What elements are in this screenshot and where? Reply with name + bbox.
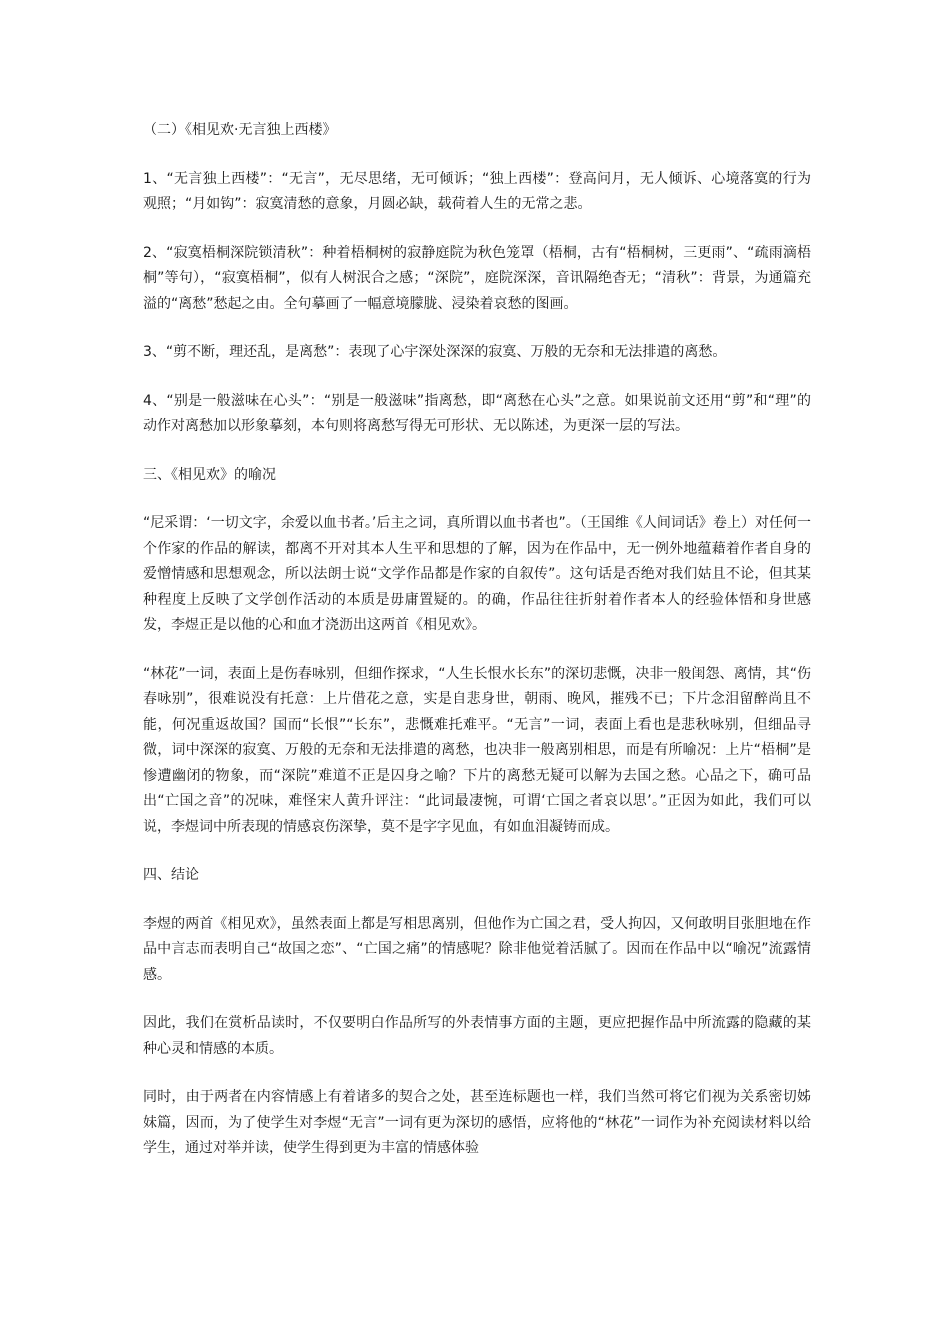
paragraph-point-2: 2、“寂寞梧桐深院锁清秋”：种着梧桐树的寂静庭院为秋色笼罩（梧桐，古有“梧桐树，三更雨”、“疏雨滴梧桐”等句），“寂寞梧桐”，似有人树泯合之感；“深院”，庭院深深，音讯隔绝杳无；“清秋”：背景，为通篇充溢的“离愁”愁起之由。全句摹画了一幅意境朦胧、浸染着哀愁的图画。 xyxy=(143,244,811,312)
section-heading-2: （二）《相见欢·无言独上西楼》 xyxy=(143,122,337,138)
section-heading-4: 四、结论 xyxy=(143,867,199,883)
paragraph-conclusion-2: 因此，我们在赏析品读时，不仅要明白作品所写的外表情事方面的主题，更应把握作品中所流露的隐藏的某种心灵和情感的本质。 xyxy=(143,1015,811,1057)
paragraph-nietzsche-quote: “尼采谓：‘一切文字，余爱以血书者。’后主之词，真所谓以血书者也”。（王国维《人间词话》卷上）对任何一个作家的作品的解读，都离不开对其本人生平和思想的了解，因为在作品中，无一例外地蕴藉着作者自身的爱憎情感和思想观念，所以法朗士说“文学作品都是作家的自叙传”。这句话是否绝对我们姑且不论，但其某种程度上反映了文学创作活动的本质是毋庸置疑的。的确，作品往往折射着作者本人的经验体悟和身世感发，李煜正是以他的心和血才浇沥出这两首《相见欢》。 xyxy=(143,515,811,633)
document-page xyxy=(143,118,811,1185)
section-heading-3: 三、《相见欢》的喻况 xyxy=(143,466,276,483)
paragraph-conclusion-3: 同时，由于两者在内容情感上有着诸多的契合之处，甚至连标题也一样，我们当然可将它们视为关系密切姊妹篇，因而，为了使学生对李煜“无言”一词有更为深切的感悟，应将他的“林花”一词作为补充阅读材料以给学生，通过对举并读，使学生得到更为丰富的情感体验 xyxy=(143,1089,811,1156)
paragraph-point-3: 3、“剪不断，理还乱，是离愁”：表现了心宇深处深深的寂寞、万般的无奈和无法排遣的离愁。 xyxy=(143,344,727,360)
paragraph-conclusion-1: 李煜的两首《相见欢》，虽然表面上都是写相思离别，但他作为亡国之君，受人拘囚，又何敢明目张胆地在作品中言志而表明自己“故国之恋”、“亡国之痛”的情感呢？除非他觉着活腻了。因而在作品中以“喻况”流露情感。 xyxy=(143,915,811,983)
paragraph-linhua-analysis: “林花”一词，表面上是伤春咏别，但细作探求，“人生长恨水长东”的深切悲慨，决非一般闺怨、离情，其“伤春咏别”，很难说没有托意：上片借花之意，实是自悲身世，朝雨、晚风，摧残不已；下片念泪留醉尚且不能，何况重返故国？国而“长恨”“长东”，悲慨难托难平。“无言”一词，表面上看也是悲秋咏别，但细品寻微，词中深深的寂寞、万般的无奈和无法排遣的离愁，也决非一般离别相思，而是有所喻况：上片“梧桐”是惨遭幽闭的物象，而“深院”难道不正是囚身之喻？下片的离愁无疑可以解为去国之愁。心品之下，确可品出“亡国之音”的况味，难怪宋人黄升评注：“此词最凄惋，可谓‘亡国之者哀以思’。”正因为如此，我们可以说，李煜词中所表现的情感哀伤深挚，莫不是字字见血，有如血泪凝铸而成。 xyxy=(143,665,811,835)
paragraph-point-1: 1、“无言独上西楼”：“无言”，无尽思绪，无可倾诉；“独上西楼”：登高问月，无人倾诉、心境落寞的行为观照；“月如钩”：寂寞清愁的意象，月圆必缺，载荷着人生的无常之悲。 xyxy=(143,170,811,212)
paragraph-point-4: 4、“别是一般滋味在心头”：“别是一般滋味”指离愁，即“离愁在心头”之意。如果说前文还用“剪”和“理”的动作对离愁加以形象摹刻，本句则将离愁写得无可形状、无以陈述，为更深一层的写法。 xyxy=(143,392,811,434)
